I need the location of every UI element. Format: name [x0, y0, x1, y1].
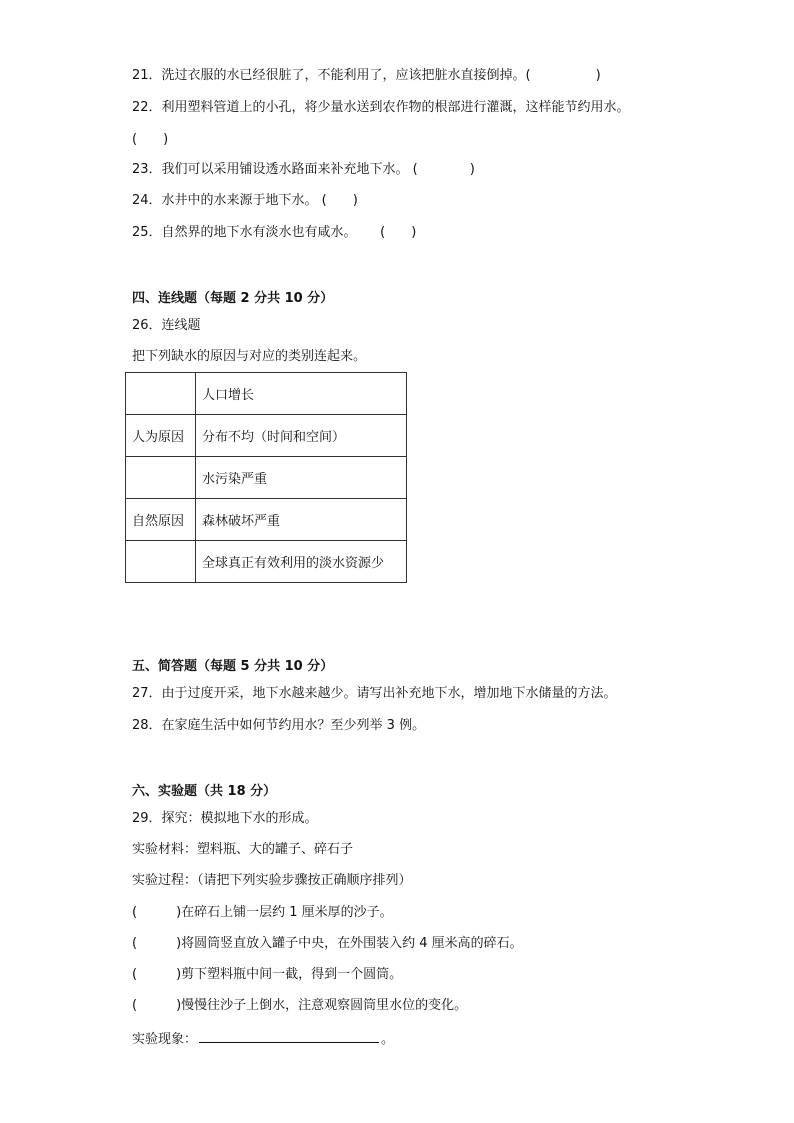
experiment-phenomenon-label: 实验现象：	[132, 1032, 198, 1047]
section-4-title: 四、连线题（每题 2 分共 10 分）	[132, 291, 334, 306]
item-cell: 水污染严重	[196, 457, 407, 499]
experiment-process: 实验过程：（请把下列实验步骤按正确顺序排列）	[132, 873, 412, 888]
table-row	[126, 541, 407, 583]
question-26-instruction: 把下列缺水的原因与对应的类别连起来。	[132, 349, 367, 364]
experiment-step: ( )在碎石上铺一层约 1 厘米厚的沙子。	[132, 905, 393, 920]
category-cell	[126, 541, 196, 583]
experiment-phenomenon	[132, 1028, 394, 1049]
category-cell	[126, 457, 196, 499]
question-23: 23．我们可以采用铺设透水路面来补充地下水。 ( )	[132, 162, 475, 177]
question-26: 26．连线题	[132, 318, 201, 333]
section-5-title: 五、简答题（每题 5 分共 10 分）	[132, 659, 334, 674]
table-row	[126, 457, 407, 499]
question-27: 27．由于过度开采，地下水越来越少。请写出补充地下水，增加地下水储量的方法。	[132, 686, 617, 701]
category-cell	[126, 373, 196, 415]
item-cell: 森林破坏严重	[196, 499, 407, 541]
section-6-title: 六、实验题（共 18 分）	[132, 784, 277, 799]
phenomenon-answer-blank[interactable]	[199, 1028, 379, 1043]
question-25: 25．自然界的地下水有淡水也有咸水。 ( )	[132, 225, 417, 240]
experiment-materials: 实验材料：塑料瓶、大的罐子、碎石子	[132, 842, 354, 857]
table-row	[126, 415, 407, 457]
experiment-step: ( )剪下塑料瓶中间一截，得到一个圆筒。	[132, 967, 403, 982]
item-cell: 人口增长	[196, 373, 407, 415]
table-row	[126, 499, 407, 541]
question-22-answer-blank: ( )	[132, 132, 169, 147]
matching-table	[125, 372, 407, 583]
question-29: 29．探究：模拟地下水的形成。	[132, 811, 318, 826]
experiment-step: ( )慢慢往沙子上倒水，注意观察圆筒里水位的变化。	[132, 998, 468, 1013]
table-row	[126, 373, 407, 415]
item-cell: 分布不均（时间和空间）	[196, 415, 407, 457]
category-cell: 自然原因	[126, 499, 196, 541]
category-cell: 人为原因	[126, 415, 196, 457]
experiment-step: ( )将圆筒竖直放入罐子中央，在外围装入约 4 厘米高的碎石。	[132, 936, 523, 951]
question-24: 24．水井中的水来源于地下水。 ( )	[132, 193, 358, 208]
question-21: 21．洗过衣服的水已经很脏了，不能利用了，应该把脏水直接倒掉。( )	[132, 68, 601, 83]
question-28: 28．在家庭生活中如何节约用水？至少列举 3 例。	[132, 718, 426, 733]
experiment-phenomenon-end: 。	[381, 1032, 395, 1047]
item-cell: 全球真正有效利用的淡水资源少	[196, 541, 407, 583]
question-22: 22．利用塑料管道上的小孔，将少量水送到农作物的根部进行灌溉，这样能节约用水。	[132, 100, 630, 115]
